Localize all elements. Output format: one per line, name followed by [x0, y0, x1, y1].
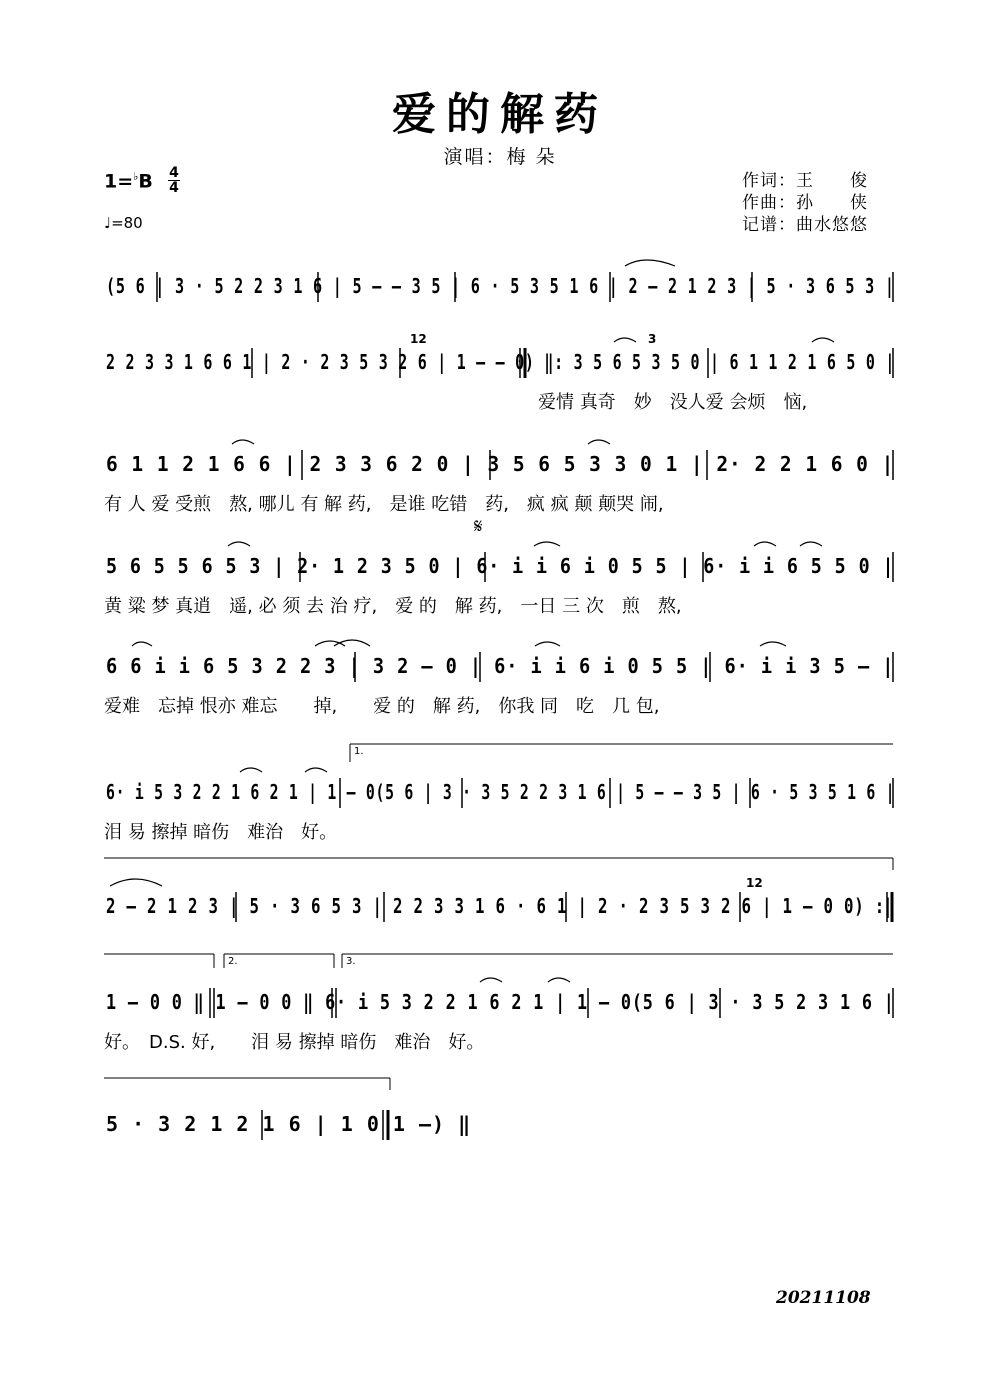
notes-line-9: 5 · 3 2 1 2 1 6 | 1 0 1 –) ‖ — [106, 1112, 472, 1136]
repeat-bracket-top — [0, 856, 1000, 876]
notes-line-3: 6 1 1 2 1 6 6 | 2 3 3 6 2 0 | 3 5 6 5 3 3 0 1 | 2· 2 2 1 6 0 | — [106, 452, 895, 476]
breath-mark-1: 12 — [410, 332, 427, 346]
tempo-mark: ♩=80 — [104, 214, 143, 232]
notes-line-5: 6 6 i i 6 5 3 2 2 3 | 3 2 – 0 | 6· i i 6 i 0 5 5 | 6· i i 3 5 – | — [106, 654, 895, 678]
ending-brackets — [0, 952, 1000, 972]
score-line-4 — [0, 548, 1000, 588]
ending-2-label: 2. — [228, 956, 238, 967]
tuplet-mark: 3 — [648, 332, 657, 346]
notes-line-4: 5 6 5 5 6 5 3 | 2· 1 2 3 5 0 | 6· i i 6 i 0 5 5 | 6· i i 6 5 5 0 | — [106, 554, 895, 578]
key-signature — [104, 170, 153, 192]
transcriber-credit: 记谱：曲水悠悠 — [742, 215, 868, 235]
ending-1-bracket — [0, 742, 1000, 762]
score-line-3 — [0, 446, 1000, 486]
notes-line-1: (5 6 | 3 · 5 2 2 3 1 6 | 5 – – 3 5 | 6 · 5 3 5 1 6 | 2 – 2 1 2 3 | 5 · 3 6 5 3 | — [106, 274, 895, 298]
score-line-6 — [0, 774, 1000, 814]
lyric-text: 泪 易 擦掉 暗伤 难治 好。 — [104, 822, 338, 843]
breath-mark-2: 12 — [746, 876, 763, 890]
lyricist-credit: 作词：王 俊 — [742, 171, 868, 191]
notes-line-6: 6· i 5 3 2 2 1 6 2 1 | 1 – 0(5 6 | 3 · 3 5 2 2 3 1 6 | 5 – – 3 5 | 6 · 5 3 5 1 6 | — [106, 780, 896, 804]
lyric-text: 有 人 爱 受煎 熬, 哪儿 有 解 药, 是谁 吃错 药, 疯 疯 颠 颠哭 闹, — [104, 494, 664, 515]
key-prefix: 1= — [104, 170, 134, 193]
segno-mark: 𝄋 — [474, 514, 483, 538]
score-line-5 — [0, 648, 1000, 688]
ending-1-label: 1. — [354, 746, 364, 757]
meter-top: 4 — [169, 165, 179, 181]
score-line-1 — [0, 268, 1000, 308]
notes-line-7: 2 – 2 1 2 3 | 5 · 3 6 5 3 | 2 2 3 3 1 6 · 6 1 | 2 · 2 3 5 3 2 6 | 1 – 0 0) :‖ — [106, 894, 896, 918]
coda-bracket — [0, 1076, 1000, 1096]
score-line-8 — [0, 984, 1000, 1024]
singer-credit: 演唱：梅 朵 — [443, 146, 557, 168]
notes-line-8: 1 – 0 0 ‖ 1 – 0 0 ‖ 6· i 5 3 2 2 1 6 2 1 | 1 – 0(5 6 | 3 · 3 5 2 3 1 6 | — [106, 990, 895, 1014]
notes-line-2: 2 2 3 3 1 6 6 1 | 2 · 2 3 5 3 2 6 | 1 – – 0) ‖: 3 5 6 5 3 5 0 | 6 1 1 2 1 6 5 0 | — [106, 350, 896, 374]
song-title: 爱的解药 — [392, 89, 608, 140]
meter-bottom: 4 — [169, 180, 179, 196]
flat-symbol: ♭ — [133, 170, 139, 183]
lyric-text: 爱情 真奇 妙 没人爱 会烦 恼, — [538, 392, 808, 413]
composer-credit: 作曲：孙 侠 — [742, 193, 868, 213]
score-line-2 — [0, 332, 1000, 384]
lyric-text: 爱难 忘掉 恨亦 难忘 掉, 爱 的 解 药, 你我 同 吃 几 包, — [104, 696, 660, 717]
lyric-text: 好。 D.S. 好, 泪 易 擦掉 暗伤 难治 好。 — [104, 1032, 485, 1053]
date-stamp: 20211108 — [776, 1288, 871, 1308]
key-note: B — [138, 170, 153, 193]
score-line-7 — [0, 876, 1000, 928]
score-line-9 — [0, 1106, 1000, 1146]
lyric-text: 黄 粱 梦 真逍 遥, 必 须 去 治 疗, 爱 的 解 药, 一日 三 次 煎 熬, — [104, 596, 682, 617]
time-signature — [168, 166, 180, 195]
ending-3-label: 3. — [346, 956, 356, 967]
credits-block — [742, 170, 868, 236]
